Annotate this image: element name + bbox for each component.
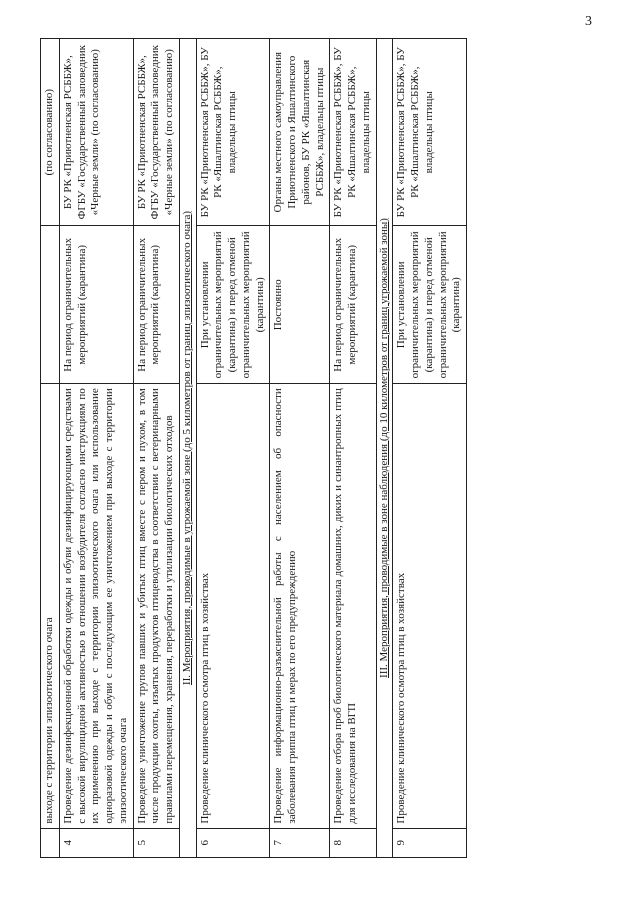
table-row [59,39,133,858]
page-number: 3 [585,14,592,29]
document-body [40,38,610,858]
rotated-page [40,38,610,858]
responsible-cell: (по согласованию) [41,39,60,226]
section-header-row [376,39,393,858]
activity-cell: Проведение дезинфекционной обработки одежды и обуви дезинфицирующими средствами с высокой вирулицидной активностью в отношении возбудителя согласно инструкциям по их применению при выходе с территории эпизоотического очага или использование одноразовой одежды и обуви с последующим ее уничтожением при выходе с территории эпизоотического очага [59,384,133,828]
section-3-text: III. Мероприятия, проводимые в зоне наблюдения (до 10 километров от границ угрожаемой зоны) [377,218,390,678]
section-2-title [179,39,196,858]
activity-cell: Проведение клинического осмотра птиц в хозяйствах [393,384,467,828]
table-row [196,39,270,858]
period-cell: На период ограничительных мероприятий (карантина) [330,226,376,384]
activity-cell: Проведение уничтожение трупов павших и убитых птиц вместе с пером и пухом, в том числе продукции охоты, изъятых продуктов птицеводства в соответствии с ветеринарными правилами перемещения, хранения, переработки и утилизации биологических отходов [133,384,179,828]
responsible-cell: БУ РК «Приютненская РСББЖ», БУ РК «Яшалтинская РСББЖ», владельцы птицы [196,39,270,226]
row-number: 5 [133,828,179,857]
row-number: 6 [196,828,270,857]
table-row [330,39,376,858]
responsible-cell: БУ РК «Приютненская РСББЖ», БУ РК «Яшалтинская РСББЖ», владельцы птицы [330,39,376,226]
row-number [41,828,60,857]
table-row [393,39,467,858]
period-cell: Постоянно [270,226,330,384]
section-2-text: II. Мероприятия, проводимые в угрожаемой зоне (до 5 километров от границ эпизоотического очага) [180,210,193,686]
measures-table [40,38,467,858]
responsible-cell: БУ РК «Приютненская РСББЖ», ФГБУ «Государственный заповедник «Черные земли» (по согласованию) [133,39,179,226]
period-cell: При установлении ограничительных мероприятий (карантина) и перед отменой ограничительных мероприятий (карантина) [196,226,270,384]
period-cell: При установлении ограничительных мероприятий (карантина) и перед отменой ограничительных мероприятий (карантина) [393,226,467,384]
table-row [41,39,60,858]
period-cell: На период ограничительных мероприятий (карантина) [59,226,133,384]
activity-cell: Проведение информационно-разъяснительной работы с населением об опасности заболевания гриппа птиц и мерах по его предупреждению [270,384,330,828]
activity-cell: Проведение отбора проб биологического материала домашних, диких и синантропных птиц для исследования на ВГП [330,384,376,828]
responsible-cell: БУ РК «Приютненская РСББЖ», БУ РК «Яшалтинская РСББЖ», владельцы птицы [393,39,467,226]
responsible-cell: БУ РК «Приютненская РСББЖ», ФГБУ «Государственный заповедник «Черные земли» (по согласованию) [59,39,133,226]
row-number: 4 [59,828,133,857]
section-3-title [376,39,393,858]
table-row [133,39,179,858]
row-number: 8 [330,828,376,857]
section-header-row [179,39,196,858]
row-number: 9 [393,828,467,857]
table-row [270,39,330,858]
period-cell: На период ограничительных мероприятий (карантина) [133,226,179,384]
activity-cell: выходе с территории эпизоотического очага [41,384,60,828]
responsible-cell: Органы местного самоуправления Приютненского и Яшалтинского районов, БУ РК «Яшалтинская РСББЖ», владельцы птицы [270,39,330,226]
activity-cell: Проведение клинического осмотра птиц в хозяйствах [196,384,270,828]
row-number: 7 [270,828,330,857]
period-cell [41,226,60,384]
